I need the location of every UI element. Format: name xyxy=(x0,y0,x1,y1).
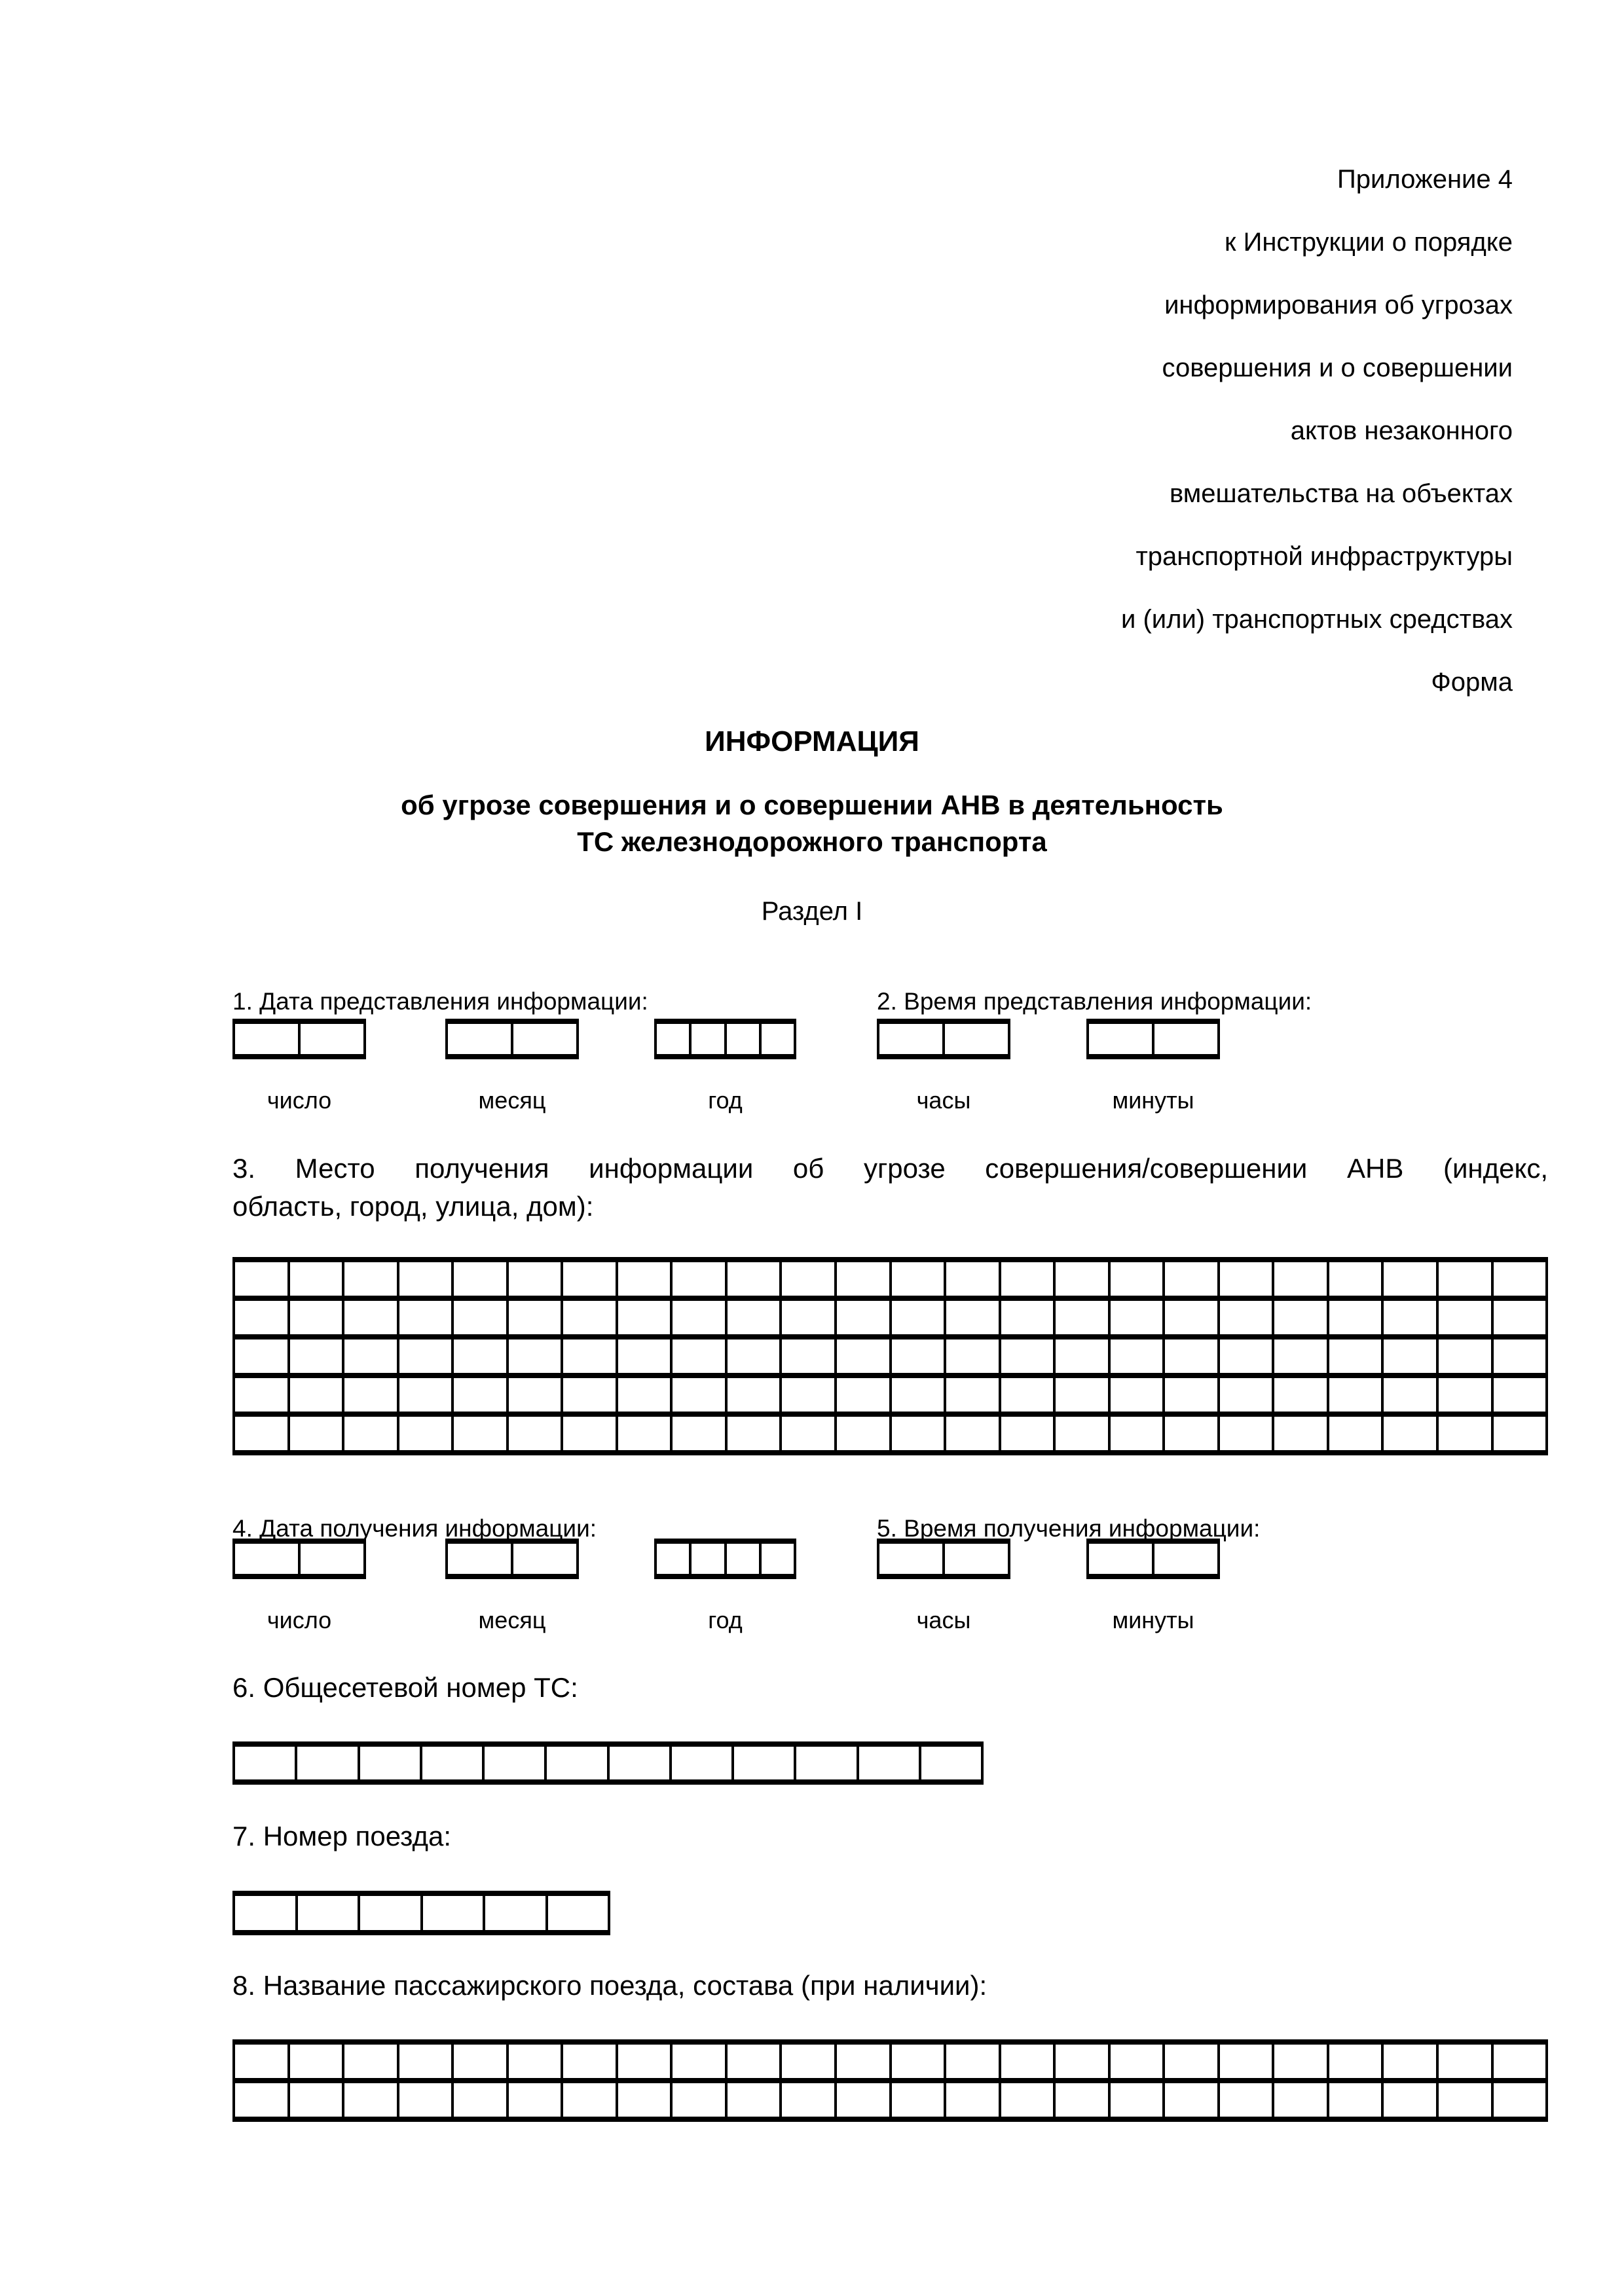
char-cell[interactable] xyxy=(451,2045,506,2078)
char-cell[interactable] xyxy=(1053,1339,1108,1373)
box-caption: число xyxy=(267,1087,332,1114)
char-cell[interactable] xyxy=(397,1301,452,1334)
datetime-box-group xyxy=(877,1539,1010,1634)
field7-label: 7. Номер поезда: xyxy=(232,1821,452,1851)
digit-cell[interactable] xyxy=(511,1544,579,1574)
char-cell[interactable] xyxy=(1436,1339,1491,1373)
appendix-note-line: вмешательства на объектах xyxy=(1169,479,1513,508)
char-cell[interactable] xyxy=(1272,1262,1327,1296)
digit-cell[interactable] xyxy=(298,1024,366,1054)
char-cell[interactable] xyxy=(295,1896,358,1930)
char-cell[interactable] xyxy=(725,2083,780,2117)
field6-label: 6. Общесетевой номер ТС: xyxy=(232,1672,578,1703)
char-cell[interactable] xyxy=(232,2045,287,2078)
char-cell[interactable] xyxy=(944,2083,999,2117)
char-cell[interactable] xyxy=(1108,2083,1163,2117)
char-cell[interactable] xyxy=(506,1378,561,1412)
digit-box xyxy=(1086,1539,1220,1579)
char-cell[interactable] xyxy=(1327,2045,1382,2078)
char-cell[interactable] xyxy=(889,1301,944,1334)
char-cell[interactable] xyxy=(1272,1417,1327,1450)
char-cell[interactable] xyxy=(944,1339,999,1373)
char-cell[interactable] xyxy=(1162,1417,1217,1450)
char-cell[interactable] xyxy=(725,1262,780,1296)
char-cell[interactable] xyxy=(1381,2045,1436,2078)
digit-cell[interactable] xyxy=(232,1544,298,1574)
char-cell[interactable] xyxy=(779,1417,834,1450)
char-cell[interactable] xyxy=(506,1339,561,1373)
char-cell[interactable] xyxy=(1327,1378,1382,1412)
char-cell[interactable] xyxy=(725,1301,780,1334)
char-cell[interactable] xyxy=(1217,1417,1272,1450)
char-cell[interactable] xyxy=(616,2045,671,2078)
char-cell[interactable] xyxy=(232,1747,295,1779)
char-cell[interactable] xyxy=(358,1747,420,1779)
char-cell[interactable] xyxy=(1381,1339,1436,1373)
char-cell[interactable] xyxy=(1327,2083,1382,2117)
char-cell[interactable] xyxy=(725,1417,780,1450)
char-cell[interactable] xyxy=(944,2045,999,2078)
char-cell[interactable] xyxy=(397,1262,452,1296)
char-cell[interactable] xyxy=(616,1262,671,1296)
char-cell[interactable] xyxy=(451,1301,506,1334)
digit-box xyxy=(877,1539,1010,1579)
char-cell[interactable] xyxy=(506,2045,561,2078)
char-cell[interactable] xyxy=(1217,1339,1272,1373)
char-cell[interactable] xyxy=(669,1747,731,1779)
char-cell[interactable] xyxy=(1108,1262,1163,1296)
char-cell[interactable] xyxy=(1053,2083,1108,2117)
appendix-note xyxy=(1121,148,1513,714)
char-cell[interactable] xyxy=(1491,1417,1549,1450)
char-cell[interactable] xyxy=(616,1301,671,1334)
digit-box xyxy=(232,1019,366,1059)
char-cell[interactable] xyxy=(834,1417,889,1450)
char-cell[interactable] xyxy=(857,1747,919,1779)
char-cell[interactable] xyxy=(1491,2083,1549,2117)
char-cell[interactable] xyxy=(779,2083,834,2117)
grid-row xyxy=(232,2045,1548,2083)
char-cell[interactable] xyxy=(561,1262,616,1296)
char-cell[interactable] xyxy=(999,1378,1054,1412)
char-cell[interactable] xyxy=(561,1339,616,1373)
field8-char-grid xyxy=(232,2039,1548,2122)
char-cell[interactable] xyxy=(1272,1339,1327,1373)
box-caption: число xyxy=(267,1607,332,1633)
char-cell[interactable] xyxy=(342,1378,397,1412)
char-cell[interactable] xyxy=(287,1301,342,1334)
char-cell[interactable] xyxy=(919,1747,984,1779)
char-cell[interactable] xyxy=(232,1378,287,1412)
char-cell[interactable] xyxy=(482,1747,544,1779)
char-cell[interactable] xyxy=(944,1262,999,1296)
char-cell[interactable] xyxy=(1053,1417,1108,1450)
datetime-row-receipt xyxy=(0,1539,1624,1663)
char-cell[interactable] xyxy=(834,1262,889,1296)
char-cell[interactable] xyxy=(451,1378,506,1412)
datetime-row-presentation xyxy=(0,1019,1624,1143)
digit-cell[interactable] xyxy=(759,1024,796,1054)
char-cell[interactable] xyxy=(999,1262,1054,1296)
digit-cell[interactable] xyxy=(1152,1544,1220,1574)
char-cell[interactable] xyxy=(834,2083,889,2117)
char-cell[interactable] xyxy=(232,1301,287,1334)
char-cell[interactable] xyxy=(506,1301,561,1334)
field1-label: 1. Дата представления информации: xyxy=(232,988,648,1015)
digit-cell[interactable] xyxy=(445,1024,511,1054)
char-cell[interactable] xyxy=(731,1747,794,1779)
char-cell[interactable] xyxy=(342,2045,397,2078)
digit-box xyxy=(654,1019,796,1059)
char-cell[interactable] xyxy=(287,2083,342,2117)
char-cell[interactable] xyxy=(889,1378,944,1412)
char-cell[interactable] xyxy=(1108,1417,1163,1450)
subtitle-line: ТС железнодорожного транспорта xyxy=(577,826,1047,857)
grid-row xyxy=(232,1896,610,1935)
grid-row xyxy=(232,2083,1548,2122)
char-cell[interactable] xyxy=(999,2083,1054,2117)
char-cell[interactable] xyxy=(999,2045,1054,2078)
datetime-box-group xyxy=(654,1539,796,1634)
char-cell[interactable] xyxy=(342,1262,397,1296)
datetime-box-group xyxy=(232,1539,366,1634)
char-cell[interactable] xyxy=(1491,1339,1549,1373)
char-cell[interactable] xyxy=(1327,1301,1382,1334)
char-cell[interactable] xyxy=(561,1417,616,1450)
grid-row xyxy=(232,1378,1548,1417)
char-cell[interactable] xyxy=(397,1417,452,1450)
char-cell[interactable] xyxy=(1108,1301,1163,1334)
appendix-note-line: к Инструкции о порядке xyxy=(1224,228,1513,257)
digit-cell[interactable] xyxy=(298,1544,366,1574)
char-cell[interactable] xyxy=(889,1339,944,1373)
char-cell[interactable] xyxy=(779,1378,834,1412)
char-cell[interactable] xyxy=(1491,1262,1549,1296)
digit-cell[interactable] xyxy=(724,1544,759,1574)
char-cell[interactable] xyxy=(834,1339,889,1373)
char-cell[interactable] xyxy=(1053,1301,1108,1334)
digit-box xyxy=(654,1539,796,1579)
char-cell[interactable] xyxy=(670,2083,725,2117)
char-cell[interactable] xyxy=(616,2083,671,2117)
char-cell[interactable] xyxy=(725,1339,780,1373)
char-cell[interactable] xyxy=(779,1339,834,1373)
char-cell[interactable] xyxy=(1272,1301,1327,1334)
char-cell[interactable] xyxy=(670,2045,725,2078)
char-cell[interactable] xyxy=(1162,1378,1217,1412)
field8-label: 8. Название пассажирского поезда, состава (при наличии): xyxy=(232,1970,987,2001)
char-cell[interactable] xyxy=(287,1262,342,1296)
char-cell[interactable] xyxy=(779,1301,834,1334)
char-cell[interactable] xyxy=(232,1417,287,1450)
char-cell[interactable] xyxy=(1217,2083,1272,2117)
digit-cell[interactable] xyxy=(445,1544,511,1574)
grid-row xyxy=(232,1339,1548,1378)
box-caption: минуты xyxy=(1112,1087,1194,1114)
char-cell[interactable] xyxy=(779,2045,834,2078)
digit-box xyxy=(1086,1019,1220,1059)
char-cell[interactable] xyxy=(889,2045,944,2078)
char-cell[interactable] xyxy=(1217,2045,1272,2078)
char-cell[interactable] xyxy=(397,1378,452,1412)
char-cell[interactable] xyxy=(544,1747,606,1779)
form-mark: Форма xyxy=(1431,668,1513,697)
char-cell[interactable] xyxy=(1162,2083,1217,2117)
char-cell[interactable] xyxy=(794,1747,856,1779)
char-cell[interactable] xyxy=(944,1378,999,1412)
char-cell[interactable] xyxy=(287,1378,342,1412)
char-cell[interactable] xyxy=(342,1339,397,1373)
char-cell[interactable] xyxy=(232,2083,287,2117)
char-cell[interactable] xyxy=(1436,1301,1491,1334)
char-cell[interactable] xyxy=(561,1378,616,1412)
char-cell[interactable] xyxy=(1327,1339,1382,1373)
digit-cell[interactable] xyxy=(232,1024,298,1054)
char-cell[interactable] xyxy=(670,1378,725,1412)
char-cell[interactable] xyxy=(834,1378,889,1412)
char-cell[interactable] xyxy=(1436,2045,1491,2078)
char-cell[interactable] xyxy=(1381,2083,1436,2117)
digit-box xyxy=(877,1019,1010,1059)
char-cell[interactable] xyxy=(1327,1262,1382,1296)
char-cell[interactable] xyxy=(397,2045,452,2078)
digit-cell[interactable] xyxy=(942,1024,1010,1054)
char-cell[interactable] xyxy=(561,1301,616,1334)
field3-label xyxy=(232,1150,1548,1226)
char-cell[interactable] xyxy=(1381,1262,1436,1296)
char-cell[interactable] xyxy=(889,1417,944,1450)
grid-row xyxy=(232,1262,1548,1301)
digit-cell[interactable] xyxy=(1086,1024,1152,1054)
char-cell[interactable] xyxy=(287,1417,342,1450)
section-title: Раздел I xyxy=(761,897,863,926)
digit-cell[interactable] xyxy=(689,1024,724,1054)
char-cell[interactable] xyxy=(670,1301,725,1334)
grid-row xyxy=(232,1747,984,1785)
digit-cell[interactable] xyxy=(689,1544,724,1574)
char-cell[interactable] xyxy=(342,1417,397,1450)
char-cell[interactable] xyxy=(1053,1262,1108,1296)
field2-label: 2. Время представления информации: xyxy=(877,988,1312,1015)
datetime-box-group xyxy=(1086,1019,1220,1114)
char-cell[interactable] xyxy=(1217,1262,1272,1296)
char-cell[interactable] xyxy=(616,1378,671,1412)
digit-cell[interactable] xyxy=(877,1024,942,1054)
char-cell[interactable] xyxy=(1272,2045,1327,2078)
subtitle-line: об угрозе совершения и о совершении АНВ в деятельность xyxy=(401,790,1223,820)
char-cell[interactable] xyxy=(1381,1417,1436,1450)
char-cell[interactable] xyxy=(1053,1378,1108,1412)
char-cell[interactable] xyxy=(670,1417,725,1450)
char-cell[interactable] xyxy=(397,2083,452,2117)
char-cell[interactable] xyxy=(451,1417,506,1450)
char-cell[interactable] xyxy=(1108,1339,1163,1373)
char-cell[interactable] xyxy=(1053,2045,1108,2078)
char-cell[interactable] xyxy=(295,1747,357,1779)
grid-row xyxy=(232,1301,1548,1339)
datetime-box-group xyxy=(232,1019,366,1114)
char-cell[interactable] xyxy=(1436,2083,1491,2117)
char-cell[interactable] xyxy=(420,1747,482,1779)
digit-cell[interactable] xyxy=(654,1024,689,1054)
char-cell[interactable] xyxy=(287,1339,342,1373)
char-cell[interactable] xyxy=(1272,1378,1327,1412)
datetime-box-group xyxy=(654,1019,796,1114)
char-cell[interactable] xyxy=(287,2045,342,2078)
char-cell[interactable] xyxy=(1162,1262,1217,1296)
char-cell[interactable] xyxy=(1217,1301,1272,1334)
char-cell[interactable] xyxy=(342,2083,397,2117)
char-cell[interactable] xyxy=(397,1339,452,1373)
char-cell[interactable] xyxy=(506,2083,561,2117)
char-cell[interactable] xyxy=(670,1339,725,1373)
field5-label: 5. Время получения информации: xyxy=(877,1515,1261,1542)
char-cell[interactable] xyxy=(999,1301,1054,1334)
appendix-note-line: совершения и о совершении xyxy=(1162,354,1513,382)
digit-cell[interactable] xyxy=(654,1544,689,1574)
char-cell[interactable] xyxy=(889,1262,944,1296)
char-cell[interactable] xyxy=(999,1339,1054,1373)
datetime-box-group xyxy=(1086,1539,1220,1634)
char-cell[interactable] xyxy=(232,1896,295,1930)
datetime-box-group xyxy=(877,1019,1010,1114)
box-caption: часы xyxy=(916,1607,971,1633)
char-cell[interactable] xyxy=(451,1339,506,1373)
char-cell[interactable] xyxy=(1108,2045,1163,2078)
char-cell[interactable] xyxy=(616,1417,671,1450)
digit-box xyxy=(445,1539,579,1579)
char-cell[interactable] xyxy=(1217,1378,1272,1412)
field7-char-grid xyxy=(232,1891,610,1935)
char-cell[interactable] xyxy=(1272,2083,1327,2117)
appendix-note-line: Приложение 4 xyxy=(1337,165,1513,194)
char-cell[interactable] xyxy=(561,2083,616,2117)
char-cell[interactable] xyxy=(1436,1378,1491,1412)
char-cell[interactable] xyxy=(342,1301,397,1334)
digit-cell[interactable] xyxy=(511,1024,579,1054)
digit-cell[interactable] xyxy=(1086,1544,1152,1574)
box-caption: месяц xyxy=(478,1607,546,1633)
box-caption: месяц xyxy=(478,1087,546,1114)
char-cell[interactable] xyxy=(451,2083,506,2117)
field4-label: 4. Дата получения информации: xyxy=(232,1515,597,1542)
char-cell[interactable] xyxy=(889,2083,944,2117)
char-cell[interactable] xyxy=(358,1896,420,1930)
char-cell[interactable] xyxy=(725,1378,780,1412)
char-cell[interactable] xyxy=(420,1896,483,1930)
char-cell[interactable] xyxy=(483,1896,545,1930)
page-title: ИНФОРМАЦИЯ xyxy=(705,725,919,757)
char-cell[interactable] xyxy=(944,1301,999,1334)
char-cell[interactable] xyxy=(1162,1339,1217,1373)
char-cell[interactable] xyxy=(779,1262,834,1296)
char-cell[interactable] xyxy=(725,2045,780,2078)
char-cell[interactable] xyxy=(834,1301,889,1334)
char-cell[interactable] xyxy=(1491,2045,1549,2078)
box-caption: год xyxy=(708,1607,743,1633)
field3-label-line1: 3. Место получения информации об угрозе совершения/совершении АНВ (индекс, xyxy=(232,1153,1548,1184)
digit-box xyxy=(445,1019,579,1059)
page-subtitle xyxy=(0,787,1624,860)
char-cell[interactable] xyxy=(1108,1378,1163,1412)
field6-char-grid xyxy=(232,1741,984,1785)
box-caption: часы xyxy=(916,1087,971,1114)
char-cell[interactable] xyxy=(999,1417,1054,1450)
char-cell[interactable] xyxy=(232,1262,287,1296)
digit-cell[interactable] xyxy=(942,1544,1010,1574)
field3-char-grid xyxy=(232,1257,1548,1455)
field3-label-line2: область, город, улица, дом): xyxy=(232,1191,594,1222)
char-cell[interactable] xyxy=(506,1262,561,1296)
digit-cell[interactable] xyxy=(877,1544,942,1574)
char-cell[interactable] xyxy=(561,2045,616,2078)
box-caption: год xyxy=(708,1087,743,1114)
box-caption: минуты xyxy=(1112,1607,1194,1633)
appendix-note-line: информирования об угрозах xyxy=(1164,291,1513,319)
char-cell[interactable] xyxy=(1436,1262,1491,1296)
appendix-note-line: актов незаконного xyxy=(1290,416,1513,445)
char-cell[interactable] xyxy=(1162,2045,1217,2078)
char-cell[interactable] xyxy=(1436,1417,1491,1450)
datetime-box-group xyxy=(445,1539,579,1634)
char-cell[interactable] xyxy=(1162,1301,1217,1334)
char-cell[interactable] xyxy=(506,1417,561,1450)
appendix-note-line: транспортной инфраструктуры xyxy=(1135,542,1513,571)
char-cell[interactable] xyxy=(1491,1301,1549,1334)
digit-cell[interactable] xyxy=(724,1024,759,1054)
char-cell[interactable] xyxy=(1381,1301,1436,1334)
char-cell[interactable] xyxy=(944,1417,999,1450)
char-cell[interactable] xyxy=(670,1262,725,1296)
digit-cell[interactable] xyxy=(759,1544,796,1574)
appendix-note-line: и (или) транспортных средствах xyxy=(1120,605,1513,634)
char-cell[interactable] xyxy=(1381,1378,1436,1412)
char-cell[interactable] xyxy=(1491,1378,1549,1412)
char-cell[interactable] xyxy=(232,1339,287,1373)
datetime-box-group xyxy=(445,1019,579,1114)
char-cell[interactable] xyxy=(616,1339,671,1373)
grid-row xyxy=(232,1417,1548,1455)
digit-cell[interactable] xyxy=(1152,1024,1220,1054)
digit-box xyxy=(232,1539,366,1579)
char-cell[interactable] xyxy=(451,1262,506,1296)
char-cell[interactable] xyxy=(834,2045,889,2078)
char-cell[interactable] xyxy=(607,1747,669,1779)
char-cell[interactable] xyxy=(545,1896,611,1930)
char-cell[interactable] xyxy=(1327,1417,1382,1450)
